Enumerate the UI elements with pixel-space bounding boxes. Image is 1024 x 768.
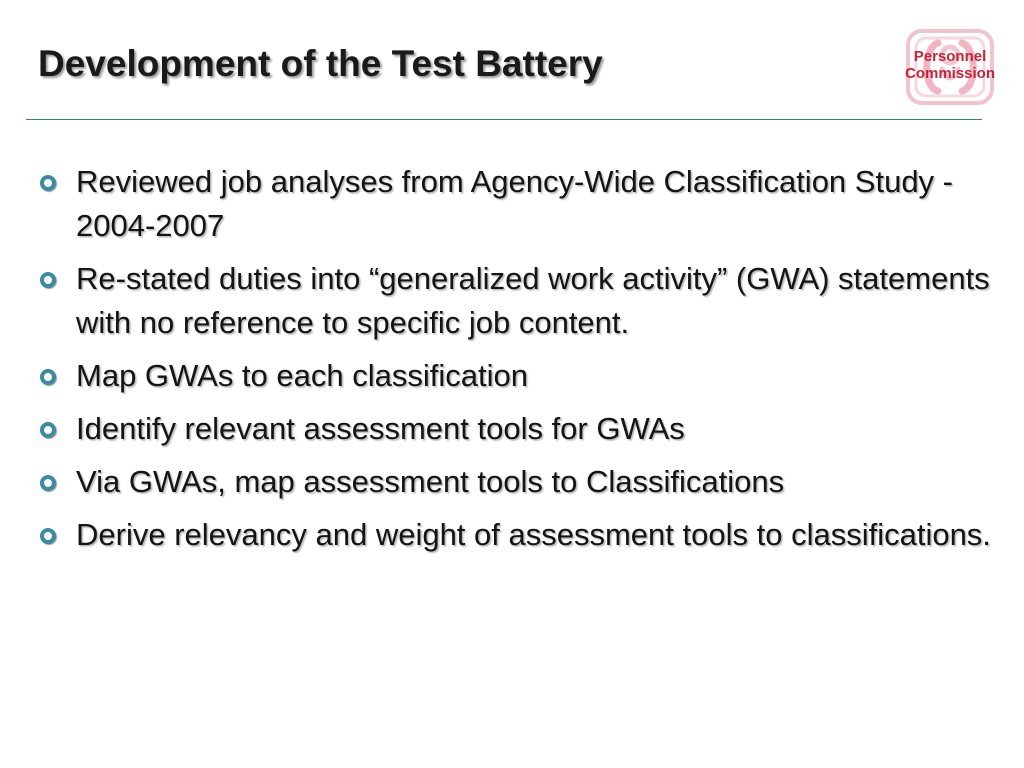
bullet-text: Derive relevancy and weight of assessment tools to classifications. <box>76 517 991 552</box>
bullet-item <box>40 354 1010 398</box>
bullet-item <box>40 460 1010 504</box>
ring-bullet-icon <box>40 422 56 438</box>
bullet-item <box>40 513 1010 557</box>
ring-bullet-icon <box>40 175 56 191</box>
ring-bullet-icon <box>40 369 56 385</box>
bullet-text: Re-stated duties into “generalized work activity” (GWA) statements with no reference to specific job content. <box>76 261 990 340</box>
ring-bullet-icon <box>40 475 56 491</box>
bullet-text: Via GWAs, map assessment tools to Classifications <box>76 464 785 499</box>
bullet-item <box>40 407 1010 451</box>
logo-text-line1: Personnel <box>913 48 987 65</box>
logo-text-line2: Commission <box>904 65 995 82</box>
ring-bullet-icon <box>40 272 56 288</box>
bullet-text: Identify relevant assessment tools for GWAs <box>76 411 685 446</box>
bullet-item <box>40 257 1010 345</box>
ring-bullet-icon <box>40 528 56 544</box>
bullet-text: Reviewed job analyses from Agency-Wide Classification Study - 2004-2007 <box>76 164 953 243</box>
title-divider <box>26 119 982 120</box>
bullet-text: Map GWAs to each classification <box>76 358 528 393</box>
personnel-commission-logo <box>898 25 1002 109</box>
bullet-list <box>40 160 1010 566</box>
slide-title: Development of the Test Battery <box>38 43 603 84</box>
bullet-item <box>40 160 1010 248</box>
